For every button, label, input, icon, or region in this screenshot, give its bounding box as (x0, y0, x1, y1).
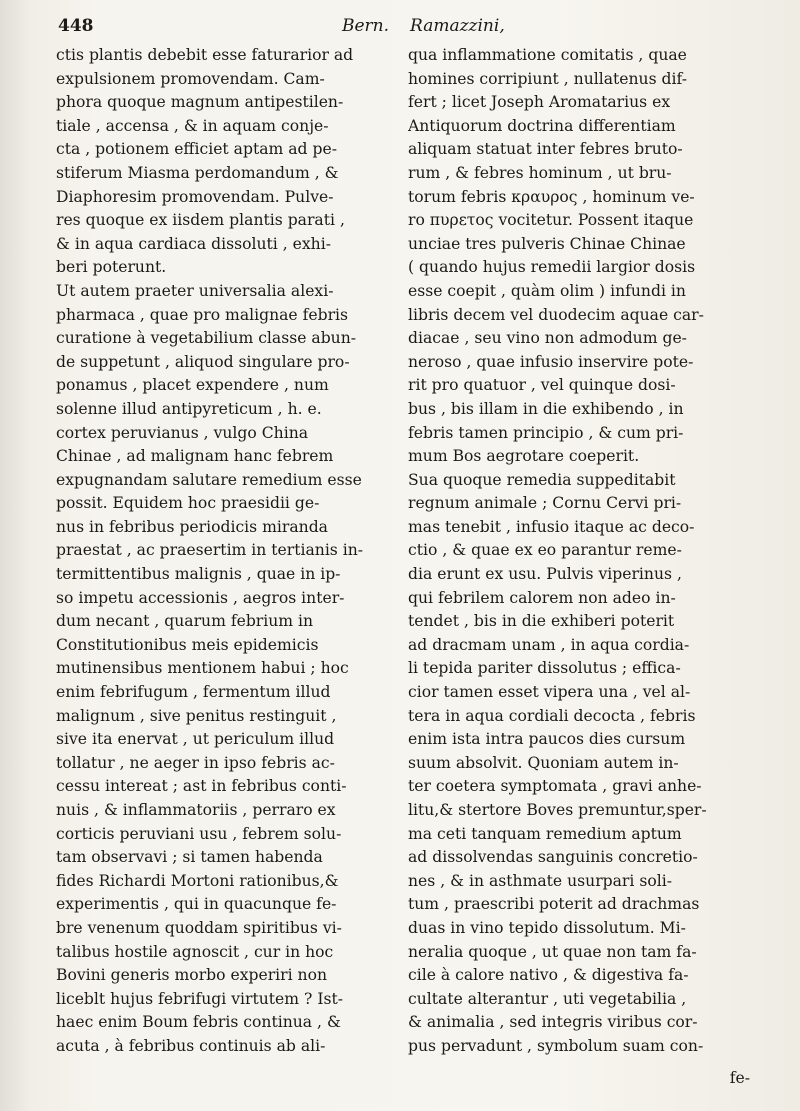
text-line: stiferum Miasma perdomandum , & (56, 163, 339, 182)
text-line: bus , bis illam in die exhibendo , in (408, 399, 684, 418)
text-line: qua inflammatione comitatis , quae (408, 46, 687, 64)
running-head-author: Bern. (342, 16, 390, 36)
text-line: haec enim Boum febris continua , & (56, 1013, 341, 1032)
text-line: torum febris κραυρος , hominum ve- (408, 187, 695, 206)
catchword: fe- (729, 1069, 750, 1087)
text-line: rum , & febres hominum , ut bru- (408, 163, 672, 182)
text-line: solenne illud antipyreticum , h. e. (56, 399, 322, 418)
text-line: experimentis , qui in quacunque fe- (56, 895, 337, 914)
text-line: ma ceti tanquam remedium aptum (408, 824, 682, 843)
text-line: diacae , seu vino non admodum ge- (408, 329, 687, 348)
text-line: expugnandam salutare remedium esse (56, 470, 362, 489)
text-line: li tepida pariter dissolutus ; effica- (408, 659, 681, 678)
text-line: febris tamen principio , & cum pri- (408, 423, 684, 442)
text-line: nuis , & inflammatoriis , perraro ex (56, 801, 336, 819)
text-line: ad dracmam unam , in aqua cordia- (408, 635, 690, 654)
text-line: malignum , sive penitus restinguit , (56, 706, 337, 725)
text-line: ad dissolvendas sanguinis concretio- (408, 848, 698, 867)
text-line: Constitutionibus meis epidemicis (56, 635, 319, 654)
page-number: 448 (58, 16, 94, 36)
text-line: mas tenebit , infusio itaque ac deco- (408, 517, 695, 536)
text-line: fert ; licet Joseph Aromatarius ex (408, 93, 671, 112)
text-line: termittentibus malignis , quae in ip- (56, 565, 341, 584)
text-line: tollatur , ne aeger in ipso febris ac- (56, 753, 335, 772)
text-line: phora quoque magnum antipestilen- (56, 93, 344, 112)
text-line: praestat , ac praesertim in tertianis in- (56, 541, 364, 560)
text-line: dia erunt ex usu. Pulvis viperinus , (408, 565, 682, 584)
text-line: acuta , à febribus continuis ab ali- (56, 1036, 326, 1055)
text-line: de suppetunt , aliquod singulare pro- (56, 352, 350, 371)
text-line: possit. Equidem hoc praesidii ge- (56, 494, 320, 513)
text-line: regnum animale ; Cornu Cervi pri- (408, 494, 682, 513)
text-line: homines corripiunt , nullatenus dif- (408, 69, 687, 88)
text-line: tiale , accensa , & in aquam conje- (56, 116, 329, 135)
text-line: dum necant , quarum febrium in (56, 612, 314, 631)
text-line: cile à calore nativo , & digestiva fa- (408, 966, 689, 985)
text-line: rit pro quatuor , vel quinque dosi- (408, 376, 676, 395)
running-header (58, 14, 752, 42)
text-line: cior tamen esset vipera una , vel al- (408, 683, 691, 702)
text-line: cessu intereat ; ast in febribus conti- (56, 777, 347, 796)
text-line: Diaphoresim promovendam. Pulve- (56, 187, 334, 206)
text-line: esse coepit , quàm olim ) infundi in (408, 281, 686, 300)
text-line: liceblt hujus febrifugi virtutem ? Ist- (56, 989, 344, 1008)
text-line: litu,& stertore Boves premuntur,sper- (408, 801, 707, 819)
text-line: talibus hostile agnoscit , cur in hoc (56, 942, 334, 961)
right-text-column (408, 44, 748, 1059)
text-line: Bovini generis morbo experiri non (56, 966, 328, 985)
text-line: ponamus , placet expendere , num (56, 376, 329, 395)
text-line: neroso , quae infusio inservire pote- (408, 352, 694, 371)
text-line: duas in vino tepido dissolutum. Mi- (408, 918, 686, 937)
text-line: Antiquorum doctrina differentiam (408, 116, 676, 135)
text-line: fides Richardi Mortoni rationibus,& (56, 871, 339, 890)
text-line: so impetu accessionis , aegros inter- (56, 588, 345, 607)
gutter-shadow (0, 0, 30, 1111)
text-line: mum Bos aegrotare coeperit. (408, 447, 640, 466)
text-line: & in aqua cardiaca dissoluti , exhi- (56, 234, 331, 253)
text-line: & animalia , sed integris viribus cor- (408, 1013, 698, 1032)
text-line: suum absolvit. Quoniam autem in- (408, 753, 679, 772)
text-line: Sua quoque remedia suppeditabit (408, 470, 676, 489)
text-line: neralia quoque , ut quae non tam fa- (408, 942, 697, 961)
text-line: nus in febribus periodicis miranda (56, 517, 328, 536)
text-line: ctis plantis debebit esse faturarior ad (56, 46, 354, 64)
text-line: res quoque ex iisdem plantis parati , (56, 211, 345, 230)
text-line: enim febrifugum , fermentum illud (56, 683, 331, 702)
text-line: ro πυρετος vocitetur. Possent itaque (408, 211, 694, 230)
text-line: nes , & in asthmate usurpari soli- (408, 871, 672, 890)
text-line: beri poterunt. (56, 258, 167, 277)
text-line: bre venenum quoddam spiritibus vi- (56, 918, 342, 937)
text-line: tam observavi ; si tamen habenda (56, 848, 323, 867)
running-head-name: Ramazzini, (410, 16, 505, 36)
text-line: ( quando hujus remedii largior dosis (408, 258, 696, 277)
text-line: tera in aqua cordiali decocta , febris (408, 706, 696, 725)
text-line: pharmaca , quae pro malignae febris (56, 305, 349, 324)
text-line: Ut autem praeter universalia alexi- (56, 281, 334, 300)
text-line: tendet , bis in die exhiberi poterit (408, 612, 675, 631)
text-line: ctio , & quae ex eo parantur reme- (408, 541, 682, 560)
text-line: cortex peruvianus , vulgo China (56, 423, 309, 442)
text-line: enim ista intra paucos dies cursum (408, 730, 686, 749)
text-line: curatione à vegetabilium classe abun- (56, 329, 357, 348)
text-line: aliquam statuat inter febres bruto- (408, 140, 683, 159)
text-line: tum , praescribi poterit ad drachmas (408, 895, 700, 914)
text-line: sive ita enervat , ut periculum illud (56, 730, 335, 749)
text-line: cta , potionem efficiet aptam ad pe- (56, 140, 337, 159)
text-line: mutinensibus mentionem habui ; hoc (56, 659, 349, 678)
text-line: Chinae , ad malignam hanc febrem (56, 447, 334, 466)
text-line: ter coetera symptomata , gravi anhe- (408, 777, 702, 796)
text-line: cultate alterantur , uti vegetabilia , (408, 989, 687, 1008)
text-line: qui febrilem calorem non adeo in- (408, 588, 676, 607)
left-text-column (56, 44, 392, 1059)
text-line: libris decem vel duodecim aquae car- (408, 305, 704, 324)
text-line: pus pervadunt , symbolum suam con- (408, 1036, 704, 1055)
text-line: corticis peruviani usu , febrem solu- (56, 824, 342, 843)
text-line: expulsionem promovendam. Cam- (56, 69, 325, 88)
text-line: unciae tres pulveris Chinae Chinae (408, 234, 686, 253)
